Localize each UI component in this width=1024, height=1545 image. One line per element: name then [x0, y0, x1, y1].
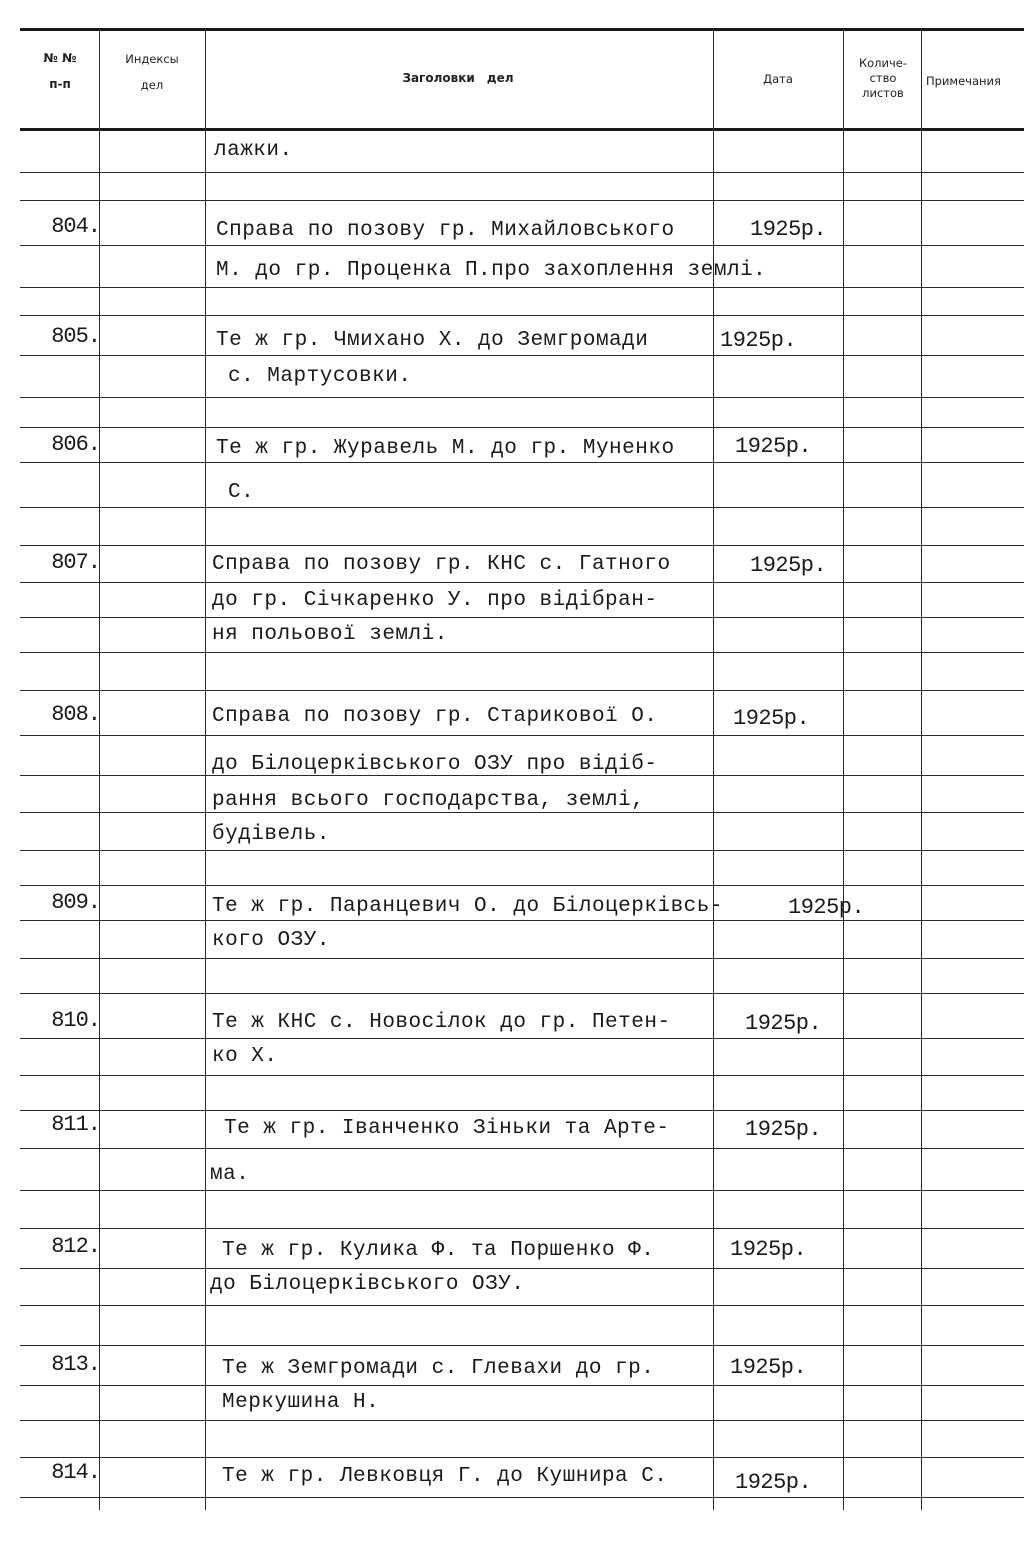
record-number: 813. [51, 1352, 100, 1377]
header-title: Заголовки дел [402, 71, 514, 85]
record-title-line: ня польової землі. [212, 623, 448, 646]
row-rule [20, 1457, 1024, 1458]
row-rule [20, 1497, 1024, 1498]
row-rule [20, 545, 1024, 546]
row-rule [20, 397, 1024, 398]
record-date: 1925р. [745, 1011, 822, 1036]
header-sheet-count [843, 56, 923, 101]
header-date: Дата [763, 72, 793, 86]
row-rule [20, 427, 1024, 428]
row-rule [20, 993, 1024, 994]
row-rule [20, 958, 1024, 959]
record-date: 1925р. [730, 1355, 807, 1380]
record-date: 1925р. [735, 1470, 812, 1495]
record-title-line: Справа по позову гр. Михайловського [216, 219, 675, 242]
record-title-line: Те ж гр. Чмихано Х. до Земгромади [216, 329, 649, 352]
record-date: 1925р. [750, 217, 827, 242]
record-date: 1925р. [735, 434, 812, 459]
record-title-line: Справа по позову гр. КНС с. Гатного [212, 553, 671, 576]
row-rule [20, 1385, 1024, 1386]
record-number: 805. [51, 324, 100, 349]
record-number: 807. [51, 550, 100, 575]
record-number: 810. [51, 1008, 100, 1033]
continuation-text: лажки. [214, 139, 293, 162]
record-title-line: ма. [210, 1163, 250, 1186]
record-title-line: Те ж гр. Іванченко Зіньки та Арте- [224, 1117, 670, 1140]
row-rule [20, 1110, 1024, 1111]
row-rule [20, 1148, 1024, 1149]
record-date: 1925р. [788, 895, 865, 920]
row-rule [20, 850, 1024, 851]
header-index-line1: Индексы [125, 52, 179, 66]
record-number: 812. [51, 1234, 100, 1259]
record-title-line: Те ж гр. Паранцевич О. до Білоцерківсь- [212, 895, 723, 918]
row-rule [20, 1038, 1024, 1039]
record-date: 1925р. [750, 553, 827, 578]
row-rule [20, 1305, 1024, 1306]
row-rule [20, 1420, 1024, 1421]
row-rule [20, 735, 1024, 736]
row-rule [20, 582, 1024, 583]
header-number-line1: № № [43, 51, 77, 65]
record-date: 1925р. [720, 328, 797, 353]
header-count-line3: листов [862, 86, 904, 100]
row-rule [20, 885, 1024, 886]
row-rule [20, 1228, 1024, 1229]
record-title-line: Справа по позову гр. Старикової О. [212, 705, 658, 728]
record-title-line: до Білоцерківського ОЗУ про відіб- [212, 753, 658, 776]
header-index-line2: дел [140, 78, 164, 92]
column-rule [99, 30, 100, 1510]
column-rule [205, 30, 206, 1510]
row-rule [20, 1345, 1024, 1346]
row-rule [20, 315, 1024, 316]
row-rule [20, 690, 1024, 691]
record-title-line: Те ж гр. Левковця Г. до Кушнира С. [222, 1465, 668, 1488]
record-number: 814. [51, 1460, 100, 1485]
record-title-line: до Білоцерківського ОЗУ. [210, 1273, 525, 1296]
header-notes: Примечания [926, 74, 1001, 88]
row-rule [20, 1190, 1024, 1191]
row-rule [20, 507, 1024, 508]
column-rule [843, 30, 844, 1510]
record-title-line: Меркушина Н. [222, 1391, 380, 1414]
record-title-line: ко Х. [212, 1045, 278, 1068]
record-title-line: кого ОЗУ. [212, 929, 330, 952]
header-count-line1: Количе- [858, 56, 908, 70]
record-title-line: до гр. Січкаренко У. про відібран- [212, 589, 658, 612]
record-title-line: Те ж КНС с. Новосілок до гр. Петен- [212, 1011, 671, 1034]
record-date: 1925р. [730, 1237, 807, 1262]
record-date: 1925р. [733, 706, 810, 731]
row-rule [20, 355, 1024, 356]
row-rule [20, 1268, 1024, 1269]
row-rule [20, 920, 1024, 921]
header-bottom-rule [20, 128, 1024, 131]
column-rule [921, 30, 922, 1510]
record-title-line: С. [228, 481, 255, 504]
column-rule [713, 30, 714, 1510]
record-title-line: Те ж гр. Кулика Ф. та Поршенко Ф. [222, 1239, 655, 1262]
row-rule [20, 287, 1024, 288]
row-rule [20, 200, 1024, 201]
record-number: 806. [51, 432, 100, 457]
header-number [28, 50, 92, 92]
record-title-line: с. Мартусовки. [228, 365, 412, 388]
header-number-line2: п-п [49, 77, 71, 91]
header-index [104, 52, 200, 92]
record-title-line: будівель. [212, 823, 330, 846]
record-number: 809. [51, 890, 100, 915]
record-title-line: рання всього господарства, землі, [212, 789, 645, 812]
row-rule [20, 172, 1024, 173]
row-rule [20, 652, 1024, 653]
row-rule [20, 462, 1024, 463]
row-rule [20, 245, 1024, 246]
table-top-rule [20, 28, 1024, 31]
record-number: 804. [51, 214, 100, 239]
record-number: 808. [51, 702, 100, 727]
record-date: 1925р. [745, 1117, 822, 1142]
record-number: 811. [51, 1112, 100, 1137]
record-title-line: Те ж Земгромади с. Глевахи до гр. [222, 1357, 655, 1380]
record-title-line: Те ж гр. Журавель М. до гр. Муненко [216, 437, 675, 460]
row-rule [20, 1075, 1024, 1076]
row-rule [20, 617, 1024, 618]
record-title-line: М. до гр. Проценка П.про захоплення землі. [216, 259, 767, 282]
header-count-line2: ство [869, 71, 897, 85]
